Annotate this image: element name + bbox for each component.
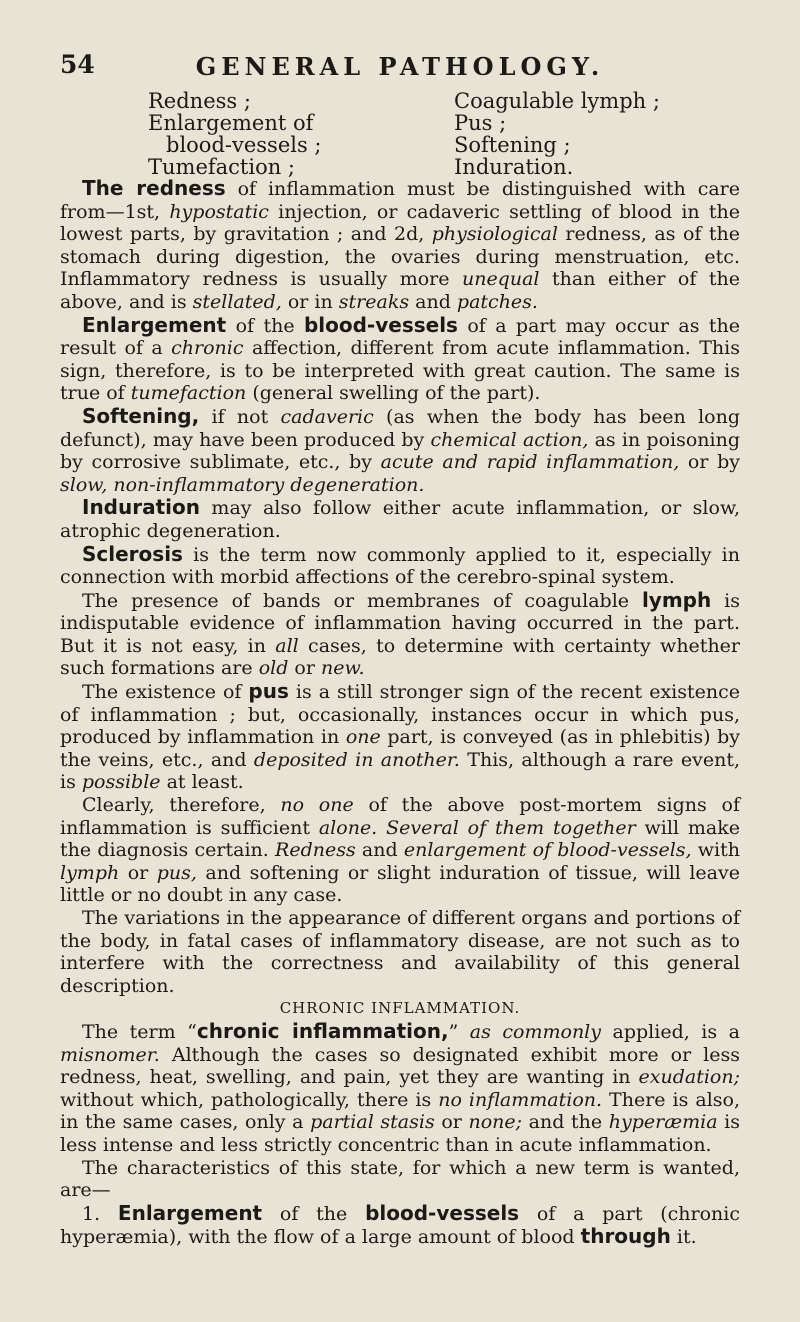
sign-item: Redness ;	[148, 89, 251, 113]
section-heading: CHRONIC INFLAMMATION.	[279, 999, 521, 1018]
sign-item: Coagulable lymph ;	[454, 89, 660, 113]
paragraph-redness: The redness of inflammation must be distinguished with care from—1st, hypostatic injection, or cadaveric settling of blood in the lowest parts, by gravitation ; and 2d, physiological redness, as of the stomach during digestion, the ovaries during menstruation, etc. Inflammatory redness is usually more unequal than either of the above, and is stellated, or in streaks and patches.	[60, 176, 741, 313]
list-item-1: 1. Enlargement of the blood-vessels of a part (chronic hyperæmia), with the flow of a large amount of blood through it.	[60, 1200, 741, 1249]
running-head: GENERAL PATHOLOGY.	[195, 52, 605, 81]
paragraph-induration: Induration may also follow either acute inflammation, or slow, atrophic degeneration.	[60, 495, 740, 542]
sign-item: Induration.	[454, 155, 574, 179]
paragraph-clearly: Clearly, therefore, no one of the above post-mortem signs of inflammation is sufficient alone. Several of them together will make the diagnosis certain. Redness and enlargement of blood-vessels, with lymph or pus, and softening or slight induration of tissue, will leave little or no doubt in any case.	[60, 794, 740, 907]
signs-list	[148, 90, 708, 178]
sign-item: Enlargement of	[148, 111, 314, 135]
paragraph-chronic: The term “chronic inflammation,” as commonly applied, is a misnomer. Although the cases so designated exhibit more or less redness, heat, swelling, and pain, yet they are wanting in exudation; without which, pathologically, there is no inflammation. There is also, in the same cases, only a partial stasis or none; and the hyperæmia is less intense and less strictly concentric than in acute inflammation.	[60, 1018, 741, 1156]
paragraph-characteristics: The characteristics of this state, for which a new term is wanted, are—	[60, 1156, 740, 1202]
page-number: 54	[60, 50, 95, 79]
paragraph-enlargement: Enlargement of the blood-vessels of a part may occur as the result of a chronic affection, different from acute inflammation. This sign, therefore, is to be interpreted with great caution. The same is true of tumefaction (general swelling of the part).	[60, 312, 740, 405]
paragraph-pus: The existence of pus is a still stronger sign of the recent existence of inflammation ; but, occasionally, instances occur in which pus, produced by inflammation in one part, is conveyed (as in phlebitis) by the veins, etc., and deposited in another. This, although a rare event, is possible at least.	[60, 679, 740, 794]
sign-item: Tumefaction ;	[148, 155, 295, 179]
signs-list-right	[428, 90, 708, 178]
paragraph-sclerosis: Sclerosis is the term now commonly applied to it, especially in connection with morbid affections of the cerebro-spinal system.	[60, 541, 740, 589]
page-header	[60, 50, 740, 90]
paragraph-variations: The variations in the appearance of different organs and portions of the body, in fatal cases of inflammatory disease, are not such as to interfere with the correctness and availability of this general description.	[60, 907, 740, 997]
signs-list-left	[148, 90, 428, 178]
body-text	[60, 177, 740, 1249]
sign-item: Pus ;	[454, 111, 507, 135]
paragraph-lymph: The presence of bands or membranes of coagulable lymph is indisputable evidence of inflammation having occurred in the part. But it is not easy, in all cases, to determine with certainty whether such formations are old or new.	[60, 587, 741, 680]
sign-item: blood-vessels ;	[166, 133, 322, 157]
paragraph-softening: Softening, if not cadaveric (as when the body has been long defunct), may have been produced by chemical action, as in poisoning by corrosive sublimate, etc., by acute and rapid inflammation, or by slow, non-inflammatory degeneration.	[60, 403, 740, 496]
sign-item: Softening ;	[454, 133, 571, 157]
